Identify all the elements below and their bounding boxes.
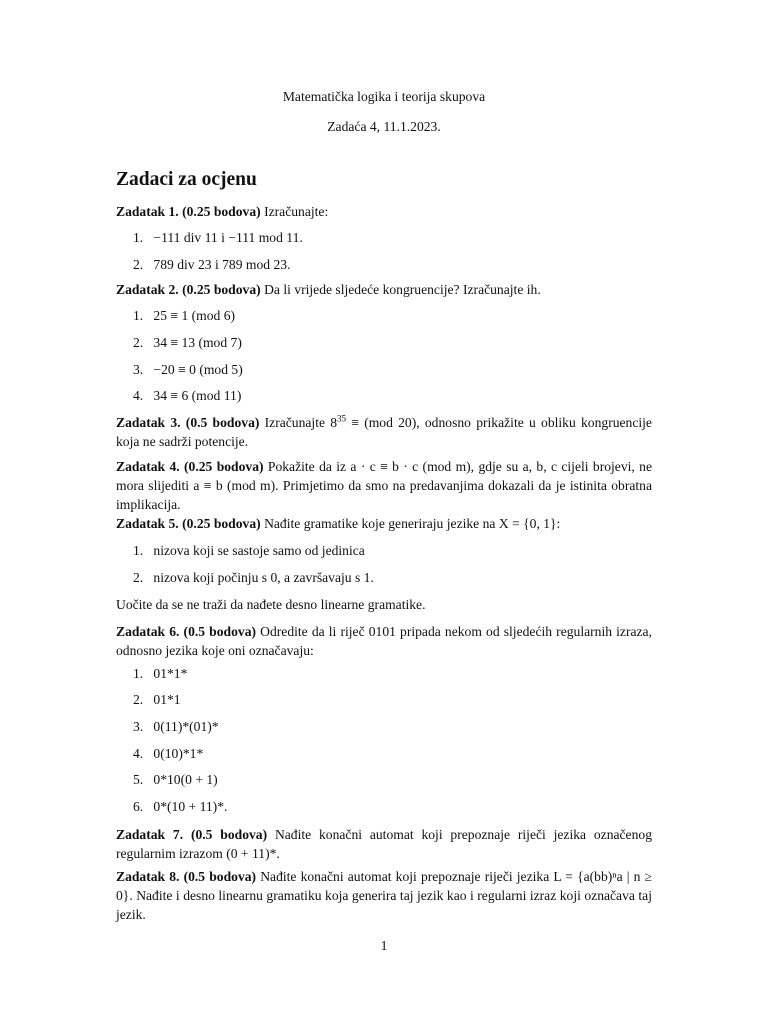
task-text: Odredite da li riječ 0101 pripada nekom od sljedećih regularnih izraza, odnosno jezika koje oni označavaju: bbox=[116, 624, 652, 658]
task-2 bbox=[116, 282, 541, 298]
list-item: 4. 0(10)*1* bbox=[133, 746, 204, 761]
list-item: 1. 25 ≡ 1 (mod 6) bbox=[133, 308, 236, 323]
assignment-title: Zadaća 4, 11.1.2023. bbox=[327, 119, 441, 134]
task-label: Zadatak 4. bbox=[116, 459, 180, 474]
task-text: Nađite gramatike koje generiraju jezike na X = {0, 1}: bbox=[264, 516, 561, 531]
task-8 bbox=[116, 867, 652, 924]
task-points: (0.25 bodova) bbox=[182, 516, 261, 531]
task-points: (0.5 bodova) bbox=[183, 624, 257, 639]
task-5 bbox=[116, 516, 560, 532]
list-item: 2. 789 div 23 i 789 mod 23. bbox=[133, 257, 291, 272]
course-title: Matematička logika i teorija skupova bbox=[282, 89, 486, 104]
task-4 bbox=[116, 457, 652, 514]
task-points: (0.5 bodova) bbox=[190, 827, 268, 842]
page-number: 1 bbox=[380, 938, 388, 953]
list-item: 6. 0*(10 + 11)*. bbox=[133, 799, 228, 814]
task-text: Pokažite da iz a · c ≡ b · c (mod m), gdje su a, b, c cijeli brojevi, ne mora slijediti a ≡ b (mod m). Primjetimo da smo na predavanjima dokazali da je istinita obratna implikacija. bbox=[116, 459, 652, 512]
task-3: Zadatak 3. (0.5 bodova) Izračunajte $8^{35} \equiv (mod$ 20), odnosno prikažite u obliku kongruencije koja ne sadrži potencije. bbox=[116, 413, 652, 449]
task-points: (0.5 bodova) bbox=[183, 869, 257, 884]
list-item: 1. nizova koji se sastoje samo od jedinica bbox=[133, 543, 365, 558]
task-label: Zadatak 1. bbox=[116, 204, 179, 219]
list-item: 5. 0*10(0 + 1) bbox=[133, 772, 218, 787]
task-label: Zadatak 5. bbox=[116, 516, 179, 531]
list-item: 3. 0(11)*(01)* bbox=[133, 719, 219, 734]
task-text: Nađite konačni automat koji prepoznaje riječi jezika L = {a(bb)ⁿa | n ≥ 0}. Nađite i desno linearnu gramatiku koja generira taj jezik kao i regularni izraz koji označava taj jezik. bbox=[116, 869, 652, 922]
exponent: 35 bbox=[337, 413, 347, 424]
list-item: 2. 34 ≡ 13 (mod 7) bbox=[133, 335, 242, 350]
list-item: 1. 01*1* bbox=[133, 666, 188, 681]
task-text: Da li vrijede sljedeće kongruencije? Izračunajte ih. bbox=[264, 282, 541, 297]
task-5-note: Uočite da se ne traži da nađete desno linearne gramatike. bbox=[116, 597, 426, 612]
task-1 bbox=[116, 204, 328, 220]
task-label: Zadatak 3. bbox=[116, 415, 181, 430]
task-text: Izračunajte: bbox=[264, 204, 329, 219]
task-points: (0.25 bodova) bbox=[182, 282, 261, 297]
task-points: (0.25 bodova) bbox=[182, 204, 261, 219]
task-label: Zadatak 8. bbox=[116, 869, 180, 884]
task-points: (0.5 bodova) bbox=[185, 415, 260, 430]
list-item: 2. 01*1 bbox=[133, 692, 181, 707]
list-item: 4. 34 ≡ 6 (mod 11) bbox=[133, 388, 242, 403]
list-item: 1. −111 div 11 i −111 mod 11. bbox=[133, 230, 303, 245]
list-item: 2. nizova koji počinju s 0, a završavaju s 1. bbox=[133, 570, 374, 585]
task-points: (0.25 bodova) bbox=[184, 459, 264, 474]
task-6 bbox=[116, 622, 652, 660]
task-label: Zadatak 2. bbox=[116, 282, 179, 297]
task-text: Nađite konačni automat koji prepoznaje riječi jezika označenog regularnim izrazom (0 + 11)*. bbox=[116, 827, 652, 861]
section-heading: Zadaci za ocjenu bbox=[116, 169, 257, 190]
task-label: Zadatak 6. bbox=[116, 624, 180, 639]
task-7 bbox=[116, 825, 652, 863]
task-label: Zadatak 7. bbox=[116, 827, 184, 842]
list-item: 3. −20 ≡ 0 (mod 5) bbox=[133, 362, 243, 377]
